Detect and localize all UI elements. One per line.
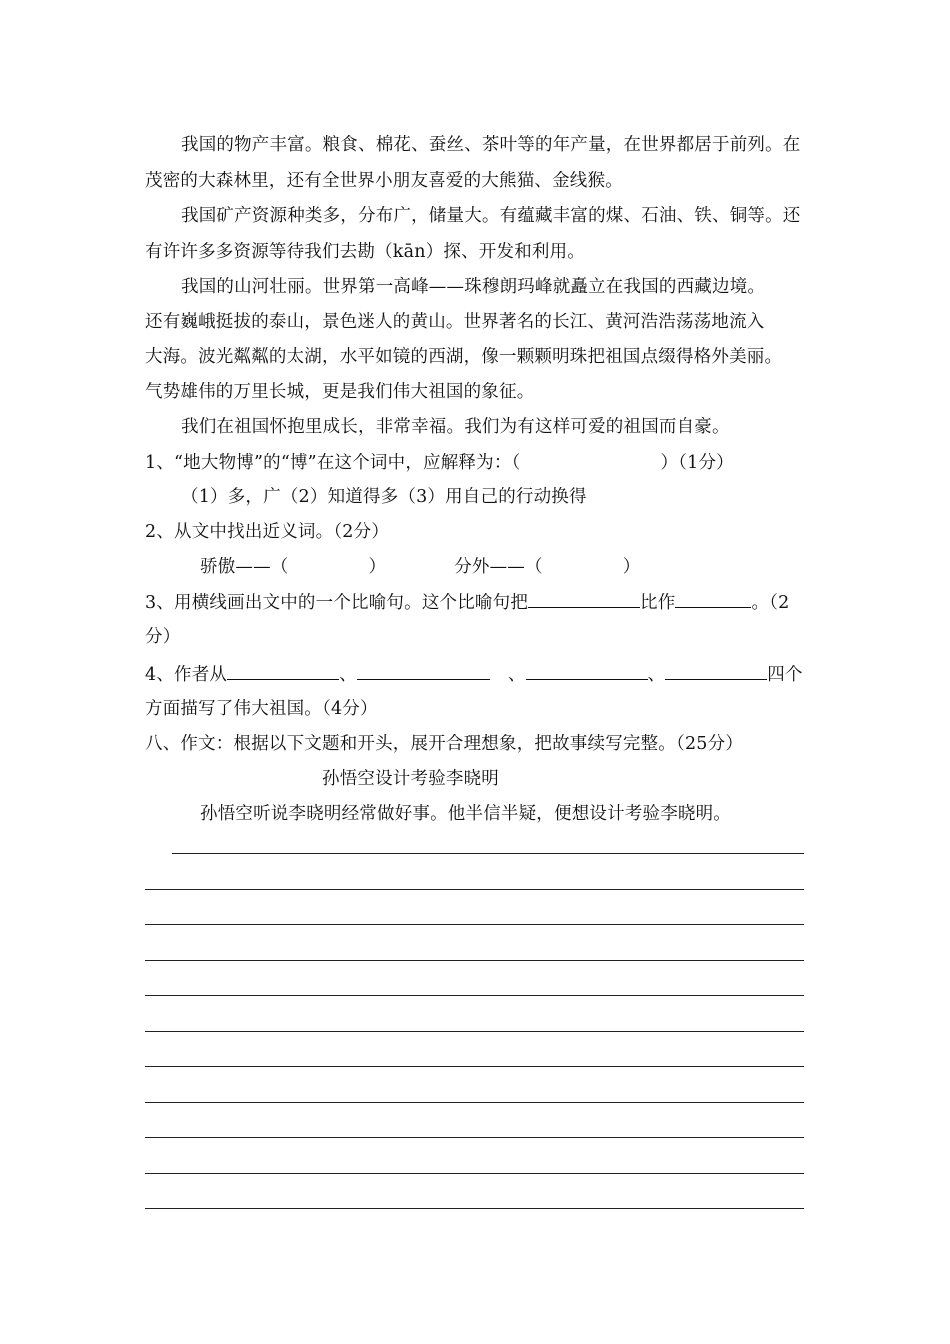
composition-title: 孙悟空设计考验李晓明 (322, 769, 499, 789)
question-3-cont: 分） (145, 627, 181, 647)
question-4-cont: 方面描写了伟大祖国。（4分） (145, 699, 378, 719)
writing-line[interactable] (145, 1066, 804, 1067)
question-4-blank-3[interactable] (526, 661, 648, 680)
question-3 (145, 589, 810, 616)
writing-line[interactable] (145, 960, 804, 961)
composition-opening: 孙悟空听说李晓明经常做好事。他半信半疑，便想设计考验李晓明。 (200, 804, 731, 824)
synonym-a-label: 骄傲——（ (200, 557, 289, 577)
synonym-a-close: ） (368, 557, 387, 577)
passage-p4-line1: 我们在祖国怀抱里成长，非常幸福。我们为有这样可爱的祖国而自豪。 (181, 417, 730, 437)
passage-p1-line1: 我国的物产丰富。粮食、棉花、蚕丝、茶叶等的年产量，在世界都居于前列。在 (181, 135, 801, 155)
writing-line[interactable] (145, 889, 804, 890)
question-1-options: （1）多，广（2）知道得多（3）用自己的行动换得 (181, 487, 587, 507)
question-4-blank-2[interactable] (357, 661, 490, 680)
synonym-b-label: 分外——（ (454, 557, 543, 577)
question-3-blank-1[interactable] (528, 589, 640, 608)
writing-line[interactable] (145, 1137, 804, 1138)
passage-p2-line2: 有许许多多资源等待我们去勘（kān）探、开发和利用。 (145, 242, 586, 262)
writing-line[interactable] (145, 1173, 804, 1174)
question-1 (145, 450, 810, 476)
question-3-score: 。（2 (751, 593, 790, 613)
question-4-sep-1: 、 (339, 665, 357, 685)
question-4-text: 4、作者从 (145, 665, 228, 685)
passage-p3-line2: 还有巍峨挺拔的泰山，景色迷人的黄山。世界著名的长江、黄河浩浩荡荡地流入 (145, 312, 765, 332)
passage-p3-line3: 大海。波光粼粼的太湖，水平如镜的西湖，像一颗颗明珠把祖国点缀得格外美丽。 (145, 347, 783, 367)
question-2-pairs (200, 554, 700, 580)
passage-p2-line1: 我国矿产资源种类多，分布广，储量大。有蕴藏丰富的煤、石油、铁、铜等。还 (181, 206, 801, 226)
question-4-suffix: 四个 (767, 665, 803, 685)
question-4-sep-3: 、 (647, 665, 666, 685)
passage-p3-line1: 我国的山河壮丽。世界第一高峰——珠穆朗玛峰就矗立在我国的西藏边境。 (181, 277, 766, 297)
writing-line[interactable] (145, 1031, 804, 1032)
writing-line[interactable] (145, 995, 804, 996)
question-3-text: 3、用横线画出文中的一个比喻句。这个比喻句把 (145, 593, 529, 613)
question-1-score: ）（1分） (660, 453, 734, 473)
question-3-mid: 比作 (640, 593, 676, 613)
question-4-blank-4[interactable] (665, 661, 767, 680)
writing-line[interactable] (172, 853, 804, 854)
composition-heading: 八、作文：根据以下文题和开头，展开合理想象，把故事续写完整。（25分） (145, 734, 744, 754)
passage-p1-line2: 茂密的大森林里，还有全世界小朋友喜爱的大熊猫、金线猴。 (145, 171, 623, 191)
question-4-sep-2: 、 (507, 665, 526, 685)
question-2: 2、从文中找出近义词。（2分） (145, 522, 390, 542)
question-1-text: 1、“地大物博”的“博”在这个词中，应解释为：（ (145, 453, 521, 473)
writing-line[interactable] (145, 1208, 804, 1209)
writing-line[interactable] (145, 924, 804, 925)
synonym-b-close: ） (622, 557, 641, 577)
question-4-blank-1[interactable] (227, 661, 339, 680)
passage-p3-line4: 气势雄伟的万里长城，更是我们伟大祖国的象征。 (145, 382, 535, 402)
question-4 (145, 661, 810, 688)
writing-line[interactable] (145, 1102, 804, 1103)
question-3-blank-2[interactable] (675, 589, 751, 608)
